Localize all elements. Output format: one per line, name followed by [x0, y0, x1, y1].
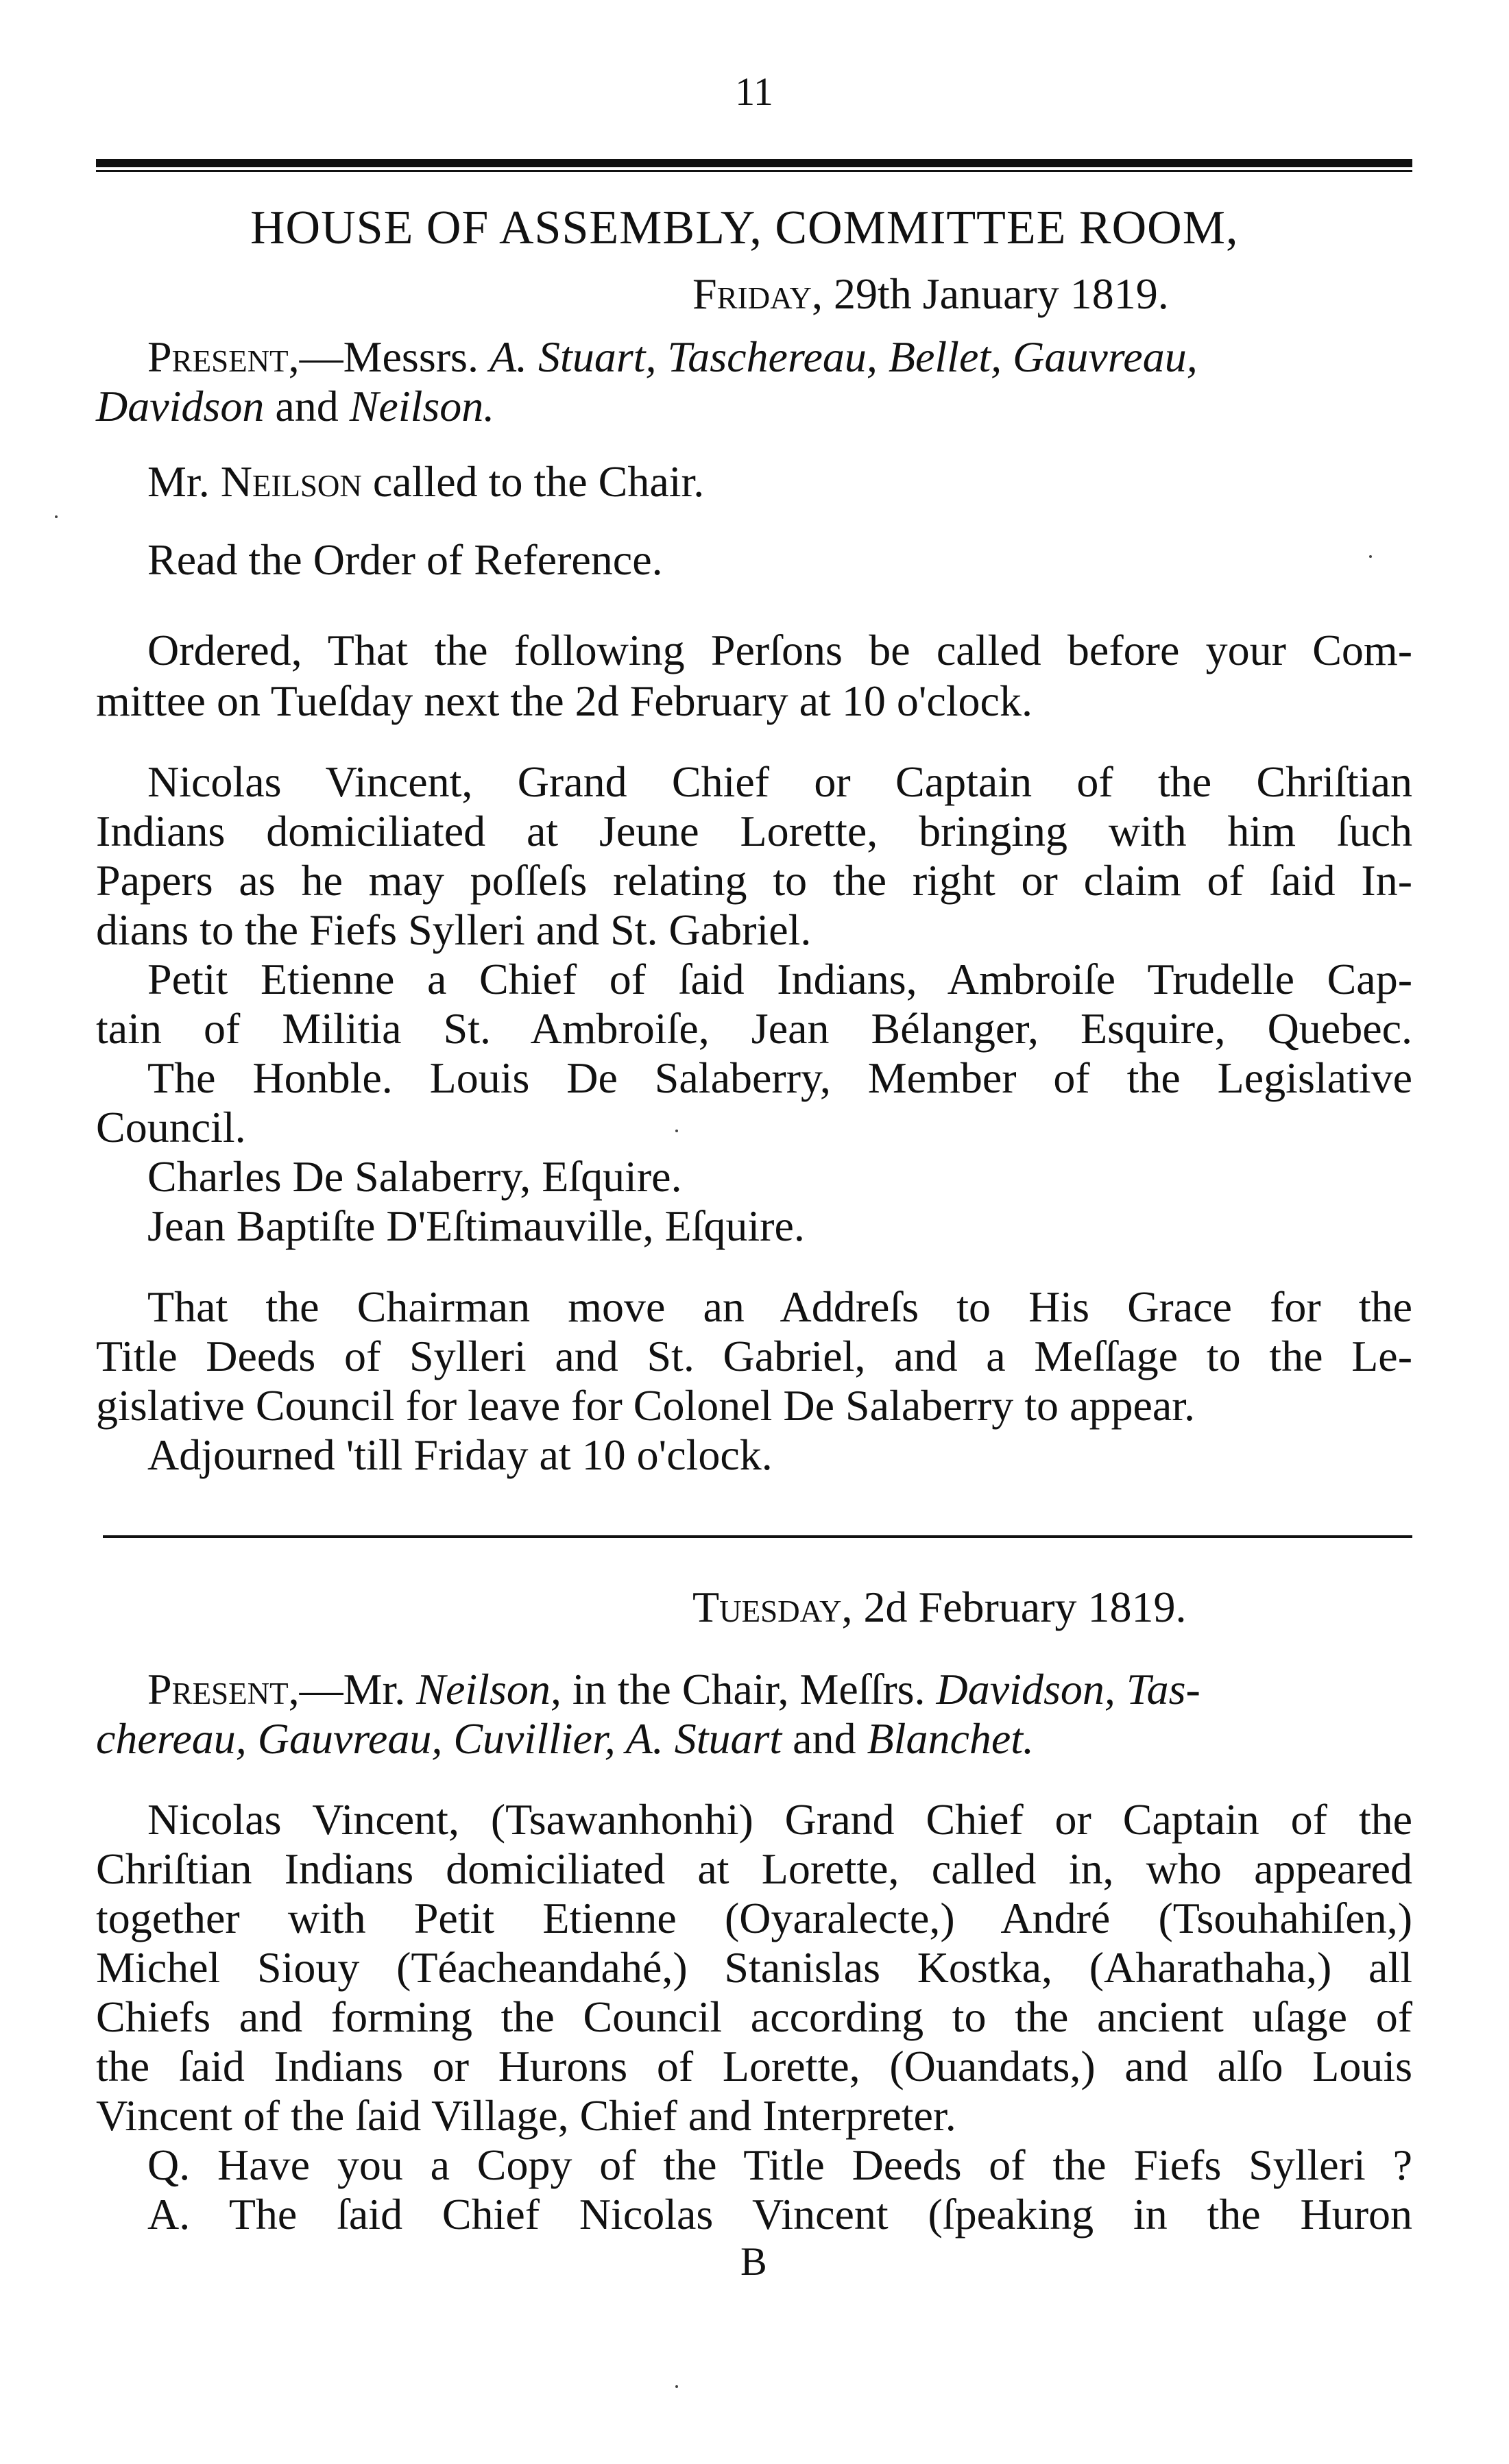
meeting-2-day: Tuesday,: [692, 1583, 853, 1631]
witness-1-line-2: Indians domiciliated at Jeune Lorette, bringing with him ſuch: [96, 807, 1412, 855]
chair-rest: called to the Chair.: [372, 457, 705, 506]
order-of-reference: Read the Order of Reference.: [147, 535, 663, 584]
witness-1-line-4: dians to the Fiefs Sylleri and St. Gabriel.: [96, 905, 812, 954]
answer-line: A. The ſaid Chief Nicolas Vincent (ſpeaking in the Huron: [147, 2190, 1412, 2239]
chair-name: Neilson: [220, 457, 362, 506]
narrative-line-2: Chriſtian Indians domiciliated at Lorette, called in, who appeared: [96, 1844, 1412, 1893]
narrative-line-1: Nicolas Vincent, (Tsawanhonhi) Grand Chief or Captain of the: [147, 1795, 1412, 1844]
resolution-line-1: That the Chairman move an Addreſs to His Grace for the: [147, 1282, 1412, 1331]
present-messrs: —Messrs.: [299, 332, 479, 381]
narrative-line-5: Chiefs and forming the Council according to the ancient uſage of: [96, 1992, 1412, 2041]
meeting-2-present-line-2: [96, 1713, 1034, 1764]
print-speck: [1369, 555, 1372, 558]
narrative-line-6: the ſaid Indians or Hurons of Lorette, (Ouandats,) and alſo Louis: [96, 2042, 1412, 2090]
member-blanchet: Blanchet.: [867, 1714, 1035, 1763]
narrative-line-4: Michel Siouy (Téacheandahé,) Stanislas Kostka, (Aharathaha,) all: [96, 1943, 1412, 1992]
members-continued: chereau, Gauvreau, Cuvillier, A. Stuart: [96, 1714, 782, 1763]
section-divider: [103, 1535, 1412, 1538]
chair-member: Neilson,: [416, 1665, 562, 1713]
signature-mark: B: [740, 2239, 767, 2284]
meeting-2-present-line-1: [147, 1664, 1200, 1715]
resolution-line-3: gislative Council for leave for Colonel De Salaberry to appear.: [96, 1381, 1196, 1430]
present-line-2: [96, 381, 494, 432]
witness-5: Jean Baptiſte D'Eſtimauville, Eſquire.: [147, 1201, 805, 1250]
present-mr: —Mr.: [299, 1665, 406, 1713]
witness-3-line-2: Council.: [96, 1103, 246, 1151]
witness-4: Charles De Salaberry, Eſquire.: [147, 1152, 682, 1201]
ordered-line-1: Ordered, That the following Perſons be called before your Com-: [147, 626, 1412, 674]
present-connector: in the Chair, Meſſrs.: [572, 1665, 926, 1713]
members-start: Davidson, Tas-: [936, 1665, 1200, 1713]
present-label: Present,: [147, 332, 300, 381]
section-heading: HOUSE OF ASSEMBLY, COMMITTEE ROOM,: [250, 202, 1239, 254]
members-list: A. Stuart, Taschereau, Bellet, Gauvreau,: [489, 332, 1198, 381]
meeting-day: Friday,: [692, 269, 823, 318]
ordered-line-2: mittee on Tueſday next the 2d February at 10 o'clock.: [96, 676, 1033, 725]
meeting-2-date-text: 2d February 1819.: [863, 1583, 1187, 1631]
narrative-line-7: Vincent of the ſaid Village, Chief and Interpreter.: [96, 2091, 956, 2140]
witness-1-line-3: Papers as he may poſſeſs relating to the right or claim of ſaid In-: [96, 856, 1412, 905]
members-and: and: [275, 382, 339, 430]
meeting-date: [692, 269, 1169, 319]
member-neilson: Neilson.: [349, 382, 495, 430]
question-line: Q. Have you a Copy of the Title Deeds of the Fiefs Sylleri ?: [147, 2140, 1412, 2189]
chair-line: [147, 456, 704, 507]
witness-2-line-1: Petit Etienne a Chief of ſaid Indians, Ambroiſe Trudelle Cap-: [147, 955, 1412, 1003]
member-davidson: Davidson: [96, 382, 265, 430]
print-speck: [675, 1130, 678, 1132]
print-speck: [55, 515, 58, 518]
meeting-2-date: [692, 1582, 1187, 1633]
header-rule: [96, 159, 1412, 167]
present-label-2: Present,: [147, 1665, 300, 1713]
witness-2-line-2: tain of Militia St. Ambroiſe, Jean Bélanger, Esquire, Quebec.: [96, 1004, 1412, 1053]
present-line: [147, 332, 1198, 382]
resolution-line-2: Title Deeds of Sylleri and St. Gabriel, and a Meſſage to the Le-: [96, 1332, 1412, 1380]
page-number: 11: [735, 69, 773, 114]
print-speck: [675, 2385, 678, 2388]
witness-3-line-1: The Honble. Louis De Salaberry, Member of the Legislative: [147, 1053, 1412, 1102]
narrative-line-3: together with Petit Etienne (Oyaralecte,) André (Tsouhahiſen,): [96, 1894, 1412, 1942]
adjourned-line: Adjourned 'till Friday at 10 o'clock.: [147, 1430, 773, 1479]
witness-1-line-1: Nicolas Vincent, Grand Chief or Captain of the Chriſtian: [147, 757, 1412, 806]
members-and-2: and: [793, 1714, 856, 1763]
chair-mr: Mr.: [147, 457, 210, 506]
meeting-date-text: 29th January 1819.: [833, 269, 1169, 318]
